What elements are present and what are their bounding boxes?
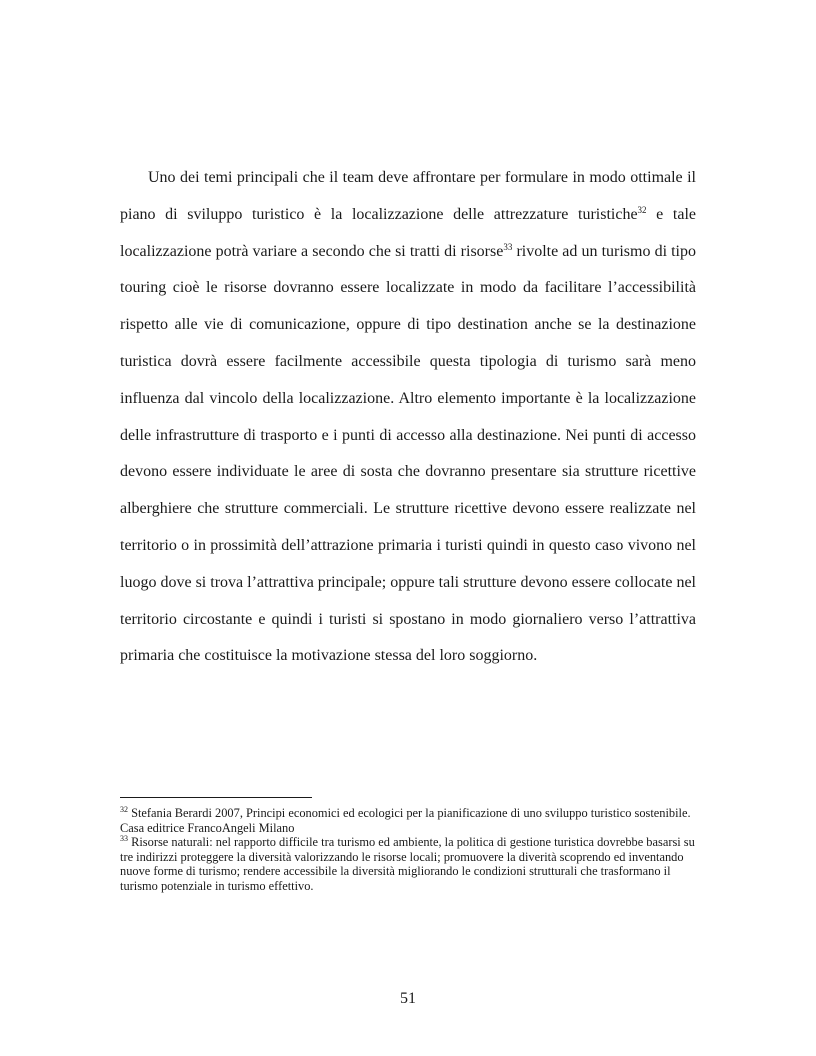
body-text-segment-1: Uno dei temi principali che il team deve affrontare per formulare in modo ottimale il piano di sviluppo turistico è la localizzazione delle attrezzature turistiche — [120, 169, 696, 223]
body-text-segment-2: e tale localizzazione potrà variare a secondo che si tratti di risorse — [120, 205, 696, 260]
body-paragraph — [120, 160, 696, 675]
footnote-ref-33[interactable]: 33 — [503, 241, 513, 252]
footnote-text: Risorse naturali: nel rapporto difficile tra turismo ed ambiente, la politica di gestione turistica dovrebbe basarsi su tre indirizzi proteggere la diversità valorizzando le risorse locali; promuovere la diverità scoprendo ed inventando nuove forme di turismo; rendere accessibile la diversità migliorando le condizioni strutturali che trasformano il turismo potenziale in turismo effettivo. — [120, 835, 695, 893]
footnote-separator — [120, 797, 312, 798]
page-number: 51 — [400, 990, 416, 1007]
footnote-text: Stefania Berardi 2007, Principi economici ed ecologici per la pianificazione di uno sviluppo turistico sostenibile. Casa editrice FrancoAngeli Milano — [120, 806, 691, 835]
footnotes — [120, 806, 696, 894]
footnote-ref-32[interactable]: 32 — [637, 204, 647, 215]
footnote-number: 32 — [120, 805, 128, 814]
footnote-32 — [120, 806, 696, 835]
body-text-segment-3: rivolte ad un turismo di tipo touring cioè le risorse dovranno essere localizzate in modo da facilitare l’accessibilità rispetto alle vie di comunicazione, oppure di tipo destination anche se la destinazione turistica dovrà essere facilmente accessibile questa tipologia di turismo sarà meno influenza dal vincolo della localizzazione. Altro elemento importante è la localizzazione delle infrastrutture di trasporto e i punti di accesso alla destinazione. Nei punti di accesso devono essere individuate le aree di sosta che dovranno presentare sia strutture ricettive alberghiere che strutture commerciali. Le strutture ricettive devono essere realizzate nel territorio o in prossimità dell’attrazione primaria i turisti quindi in questo caso vivono nel luogo dove si trova l’attrattiva principale; oppure tali strutture devono essere collocate nel territorio circostante e quindi i turisti si spostano in modo giornaliero verso l’attrattiva primaria che costituisce la motivazione stessa del loro soggiorno. — [120, 242, 696, 665]
footnote-number: 33 — [120, 834, 128, 844]
footnote-33 — [120, 835, 696, 893]
